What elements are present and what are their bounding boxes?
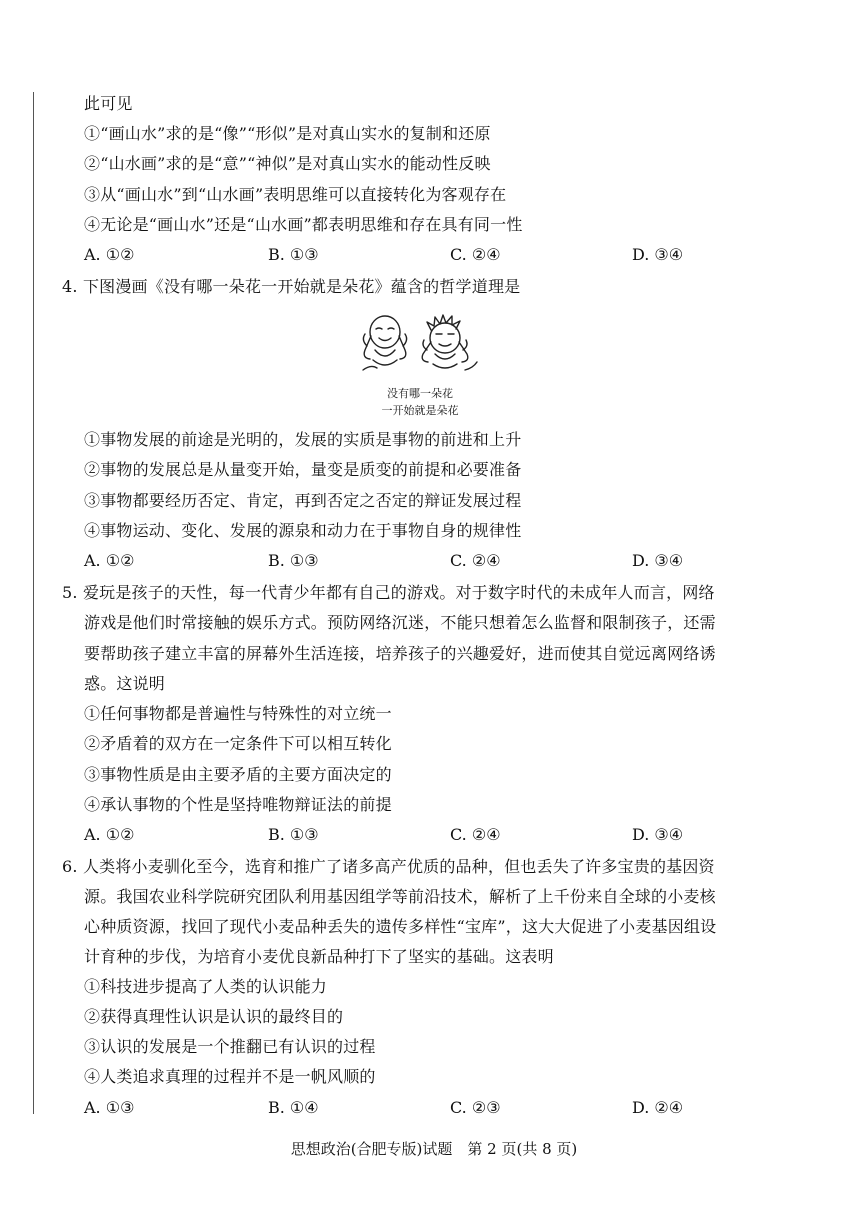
cartoon-caption-line-2: 一开始就是朵花 xyxy=(381,404,459,417)
q4-option-4: ④事物运动、变化、发展的源泉和动力在于事物自身的规律性 xyxy=(84,521,522,540)
page-footer: 思想政治(合肥专版)试题 第 2 页(共 8 页) xyxy=(290,1140,578,1158)
q5-option-1: ①任何事物都是普遍性与特殊性的对立统一 xyxy=(84,704,392,723)
q3-answer-a: A. ①② xyxy=(84,245,135,264)
q4-option-3: ③事物都要经历否定、肯定，再到否定之否定的辩证发展过程 xyxy=(84,491,522,510)
q3-option-4: ④无论是“画山水”还是“山水画”都表明思维和存在具有同一性 xyxy=(84,215,523,234)
cartoon-caption-line-1: 没有哪一朵花 xyxy=(387,387,453,400)
q3-stem-tail: 此可见 xyxy=(84,94,133,113)
cartoon-right-figure xyxy=(422,315,477,370)
q5-stem-line-4: 惑。这说明 xyxy=(84,674,166,693)
q6-option-2: ②获得真理性认识是认识的最终目的 xyxy=(84,1007,344,1026)
q3-answer-c: C. ②④ xyxy=(450,245,501,264)
q6-option-1: ①科技进步提高了人类的认识能力 xyxy=(84,977,328,996)
cartoon-left-figure xyxy=(363,316,407,370)
q4-answer-a: A. ①② xyxy=(84,551,135,570)
q3-answer-d: D. ③④ xyxy=(632,245,684,264)
q4-stem: 4. 下图漫画《没有哪一朵花一开始就是朵花》蕴含的哲学道理是 xyxy=(62,277,521,296)
q5-stem-line-1: 5. 爱玩是孩子的天性，每一代青少年都有自己的游戏。对于数字时代的未成年人而言，网络 xyxy=(62,583,715,602)
q5-option-2: ②矛盾着的双方在一定条件下可以相互转化 xyxy=(84,734,392,753)
q3-option-3: ③从“画山水”到“山水画”表明思维可以直接转化为客观存在 xyxy=(84,185,507,204)
q6-answer-d: D. ②④ xyxy=(632,1098,684,1117)
q3-option-1: ①“画山水”求的是“像”“形似”是对真山实水的复制和还原 xyxy=(84,124,491,143)
q6-answer-b: B. ①④ xyxy=(268,1098,319,1117)
q5-answer-d: D. ③④ xyxy=(632,825,684,844)
q5-stem-line-3: 要帮助孩子建立丰富的屏幕外生活连接，培养孩子的兴趣爱好，进而使其自觉远离网络诱 xyxy=(84,644,716,663)
cartoon-illustration xyxy=(345,312,491,378)
q6-answer-c: C. ②③ xyxy=(450,1098,501,1117)
q4-option-1: ①事物发展的前途是光明的，发展的实质是事物的前进和上升 xyxy=(84,430,522,449)
q6-stem-line-2: 源。我国农业科学院研究团队利用基因组学等前沿技术，解析了上千份来自全球的小麦核 xyxy=(84,887,716,906)
q6-answer-a: A. ①③ xyxy=(84,1098,135,1117)
q5-answer-b: B. ①③ xyxy=(268,825,319,844)
q4-option-2: ②事物的发展总是从量变开始，量变是质变的前提和必要准备 xyxy=(84,460,522,479)
q3-answer-row xyxy=(84,244,764,266)
q5-answer-row xyxy=(84,824,764,846)
q6-answer-row xyxy=(84,1097,764,1119)
q4-answer-c: C. ②④ xyxy=(450,551,501,570)
q3-option-2: ②“山水画”求的是“意”“神似”是对真山实水的能动性反映 xyxy=(84,154,491,173)
q6-option-3: ③认识的发展是一个推翻已有认识的过程 xyxy=(84,1037,376,1056)
q5-option-4: ④承认事物的个性是坚持唯物辩证法的前提 xyxy=(84,795,392,814)
q6-stem-line-4: 计育种的步伐，为培育小麦优良新品种打下了坚实的基础。这表明 xyxy=(84,947,554,966)
q5-stem-line-2: 游戏是他们时常接触的娱乐方式。预防网络沉迷，不能只想着怎么监督和限制孩子，还需 xyxy=(84,613,716,632)
q6-stem-line-1: 6. 人类将小麦驯化至今，选育和推广了诸多高产优质的品种，但也丢失了许多宝贵的基因资 xyxy=(62,857,715,876)
q5-answer-c: C. ②④ xyxy=(450,825,501,844)
q5-answer-a: A. ①② xyxy=(84,825,135,844)
q4-answer-d: D. ③④ xyxy=(632,551,684,570)
q4-answer-row xyxy=(84,550,764,572)
q6-stem-line-3: 心种质资源，找回了现代小麦品种丢失的遗传多样性“宝库”，这大大促进了小麦基因组设 xyxy=(84,917,717,936)
q3-answer-b: B. ①③ xyxy=(268,245,319,264)
q6-option-4: ④人类追求真理的过程并不是一帆风顺的 xyxy=(84,1067,376,1086)
q5-option-3: ③事物性质是由主要矛盾的主要方面决定的 xyxy=(84,765,392,784)
q4-answer-b: B. ①③ xyxy=(268,551,319,570)
